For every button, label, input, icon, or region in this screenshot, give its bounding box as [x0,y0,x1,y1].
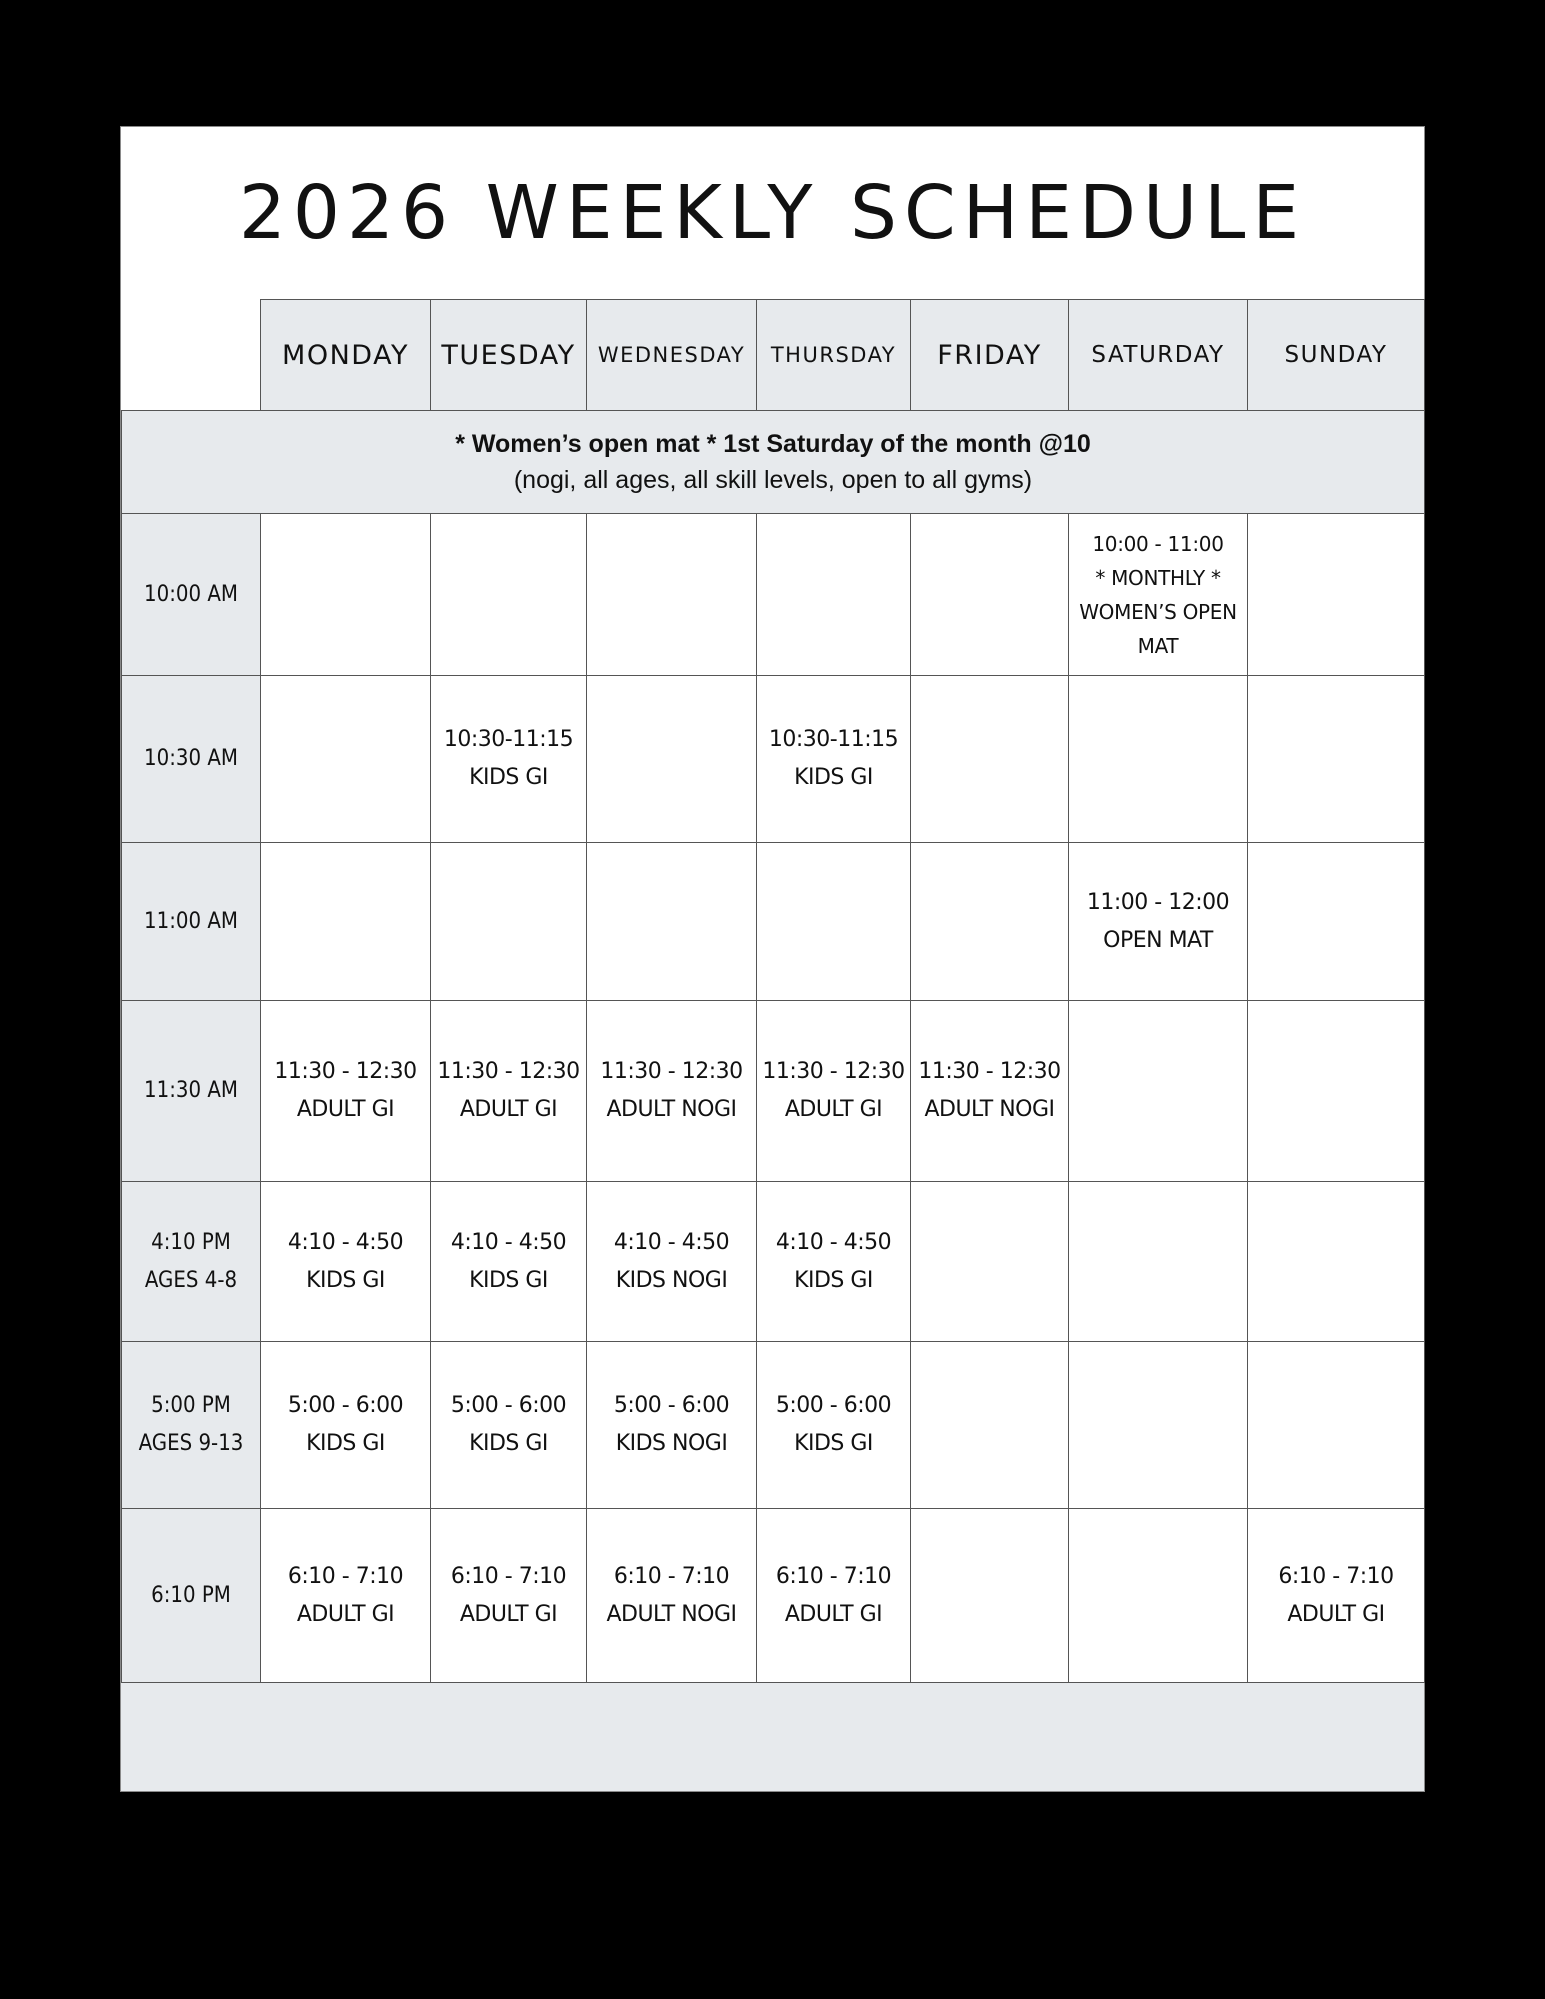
class-time: 11:30 - 12:30 [762,1059,905,1084]
class-cell-monday [261,843,431,1001]
day-header-monday: MONDAY [261,300,431,411]
class-cell-friday [911,1001,1069,1182]
class-cell-thursday [757,1509,911,1683]
class-time: 4:10 - 4:50 [450,1229,567,1255]
class-time: 6:10 - 7:10 [287,1563,404,1589]
schedule-sheet [120,126,1425,1792]
class-cell-thursday [757,843,911,1001]
class-name: ADULT NOGI [606,1097,737,1122]
class-time: 6:10 - 7:10 [775,1563,892,1589]
class-cell-sunday [1248,1509,1425,1683]
class-name: KIDS GI [469,1431,548,1456]
time-slot-label [122,1509,261,1683]
day-header-thursday: THURSDAY [757,300,911,411]
class-name: KIDS GI [306,1267,385,1293]
time-slot-label [122,1342,261,1509]
class-cell-wednesday [587,676,757,843]
class-time: 6:10 - 7:10 [450,1563,567,1589]
class-time: 5:00 - 6:00 [775,1393,892,1418]
class-cell-wednesday [587,1342,757,1509]
class-name: ADULT GI [784,1097,883,1122]
time-slot-time: 11:30 AM [144,1078,238,1103]
time-slot-ages: AGES 9-13 [138,1431,244,1456]
schedule-row [122,1182,1425,1342]
class-time: 11:30 - 12:30 [274,1059,417,1084]
class-time: 11:00 - 12:00 [1086,889,1230,915]
class-cell-monday [261,1001,431,1182]
class-time: 6:10 - 7:10 [1278,1563,1394,1589]
time-slot-time: 10:30 AM [144,746,238,771]
class-name: WOMEN’S OPEN [1079,599,1237,624]
class-name: ADULT NOGI [606,1601,737,1627]
class-cell-monday [261,676,431,843]
class-time: 5:00 - 6:00 [613,1393,730,1418]
time-slot-time: 5:00 PM [151,1393,231,1418]
class-cell-thursday [757,1182,911,1342]
class-time: 11:30 - 12:30 [600,1059,743,1084]
class-cell-saturday [1069,1182,1248,1342]
time-slot-label [122,1001,261,1182]
header-corner [122,300,261,411]
time-slot-time: 4:10 PM [151,1229,231,1255]
class-name: KIDS GI [469,765,548,790]
class-cell-tuesday [431,514,587,676]
schedule-row [122,514,1425,676]
class-cell-sunday [1248,514,1425,676]
class-cell-tuesday [431,843,587,1001]
class-name: ADULT GI [296,1601,395,1627]
time-slot-label [122,514,261,676]
class-name: ADULT GI [459,1097,558,1122]
class-cell-saturday [1069,1342,1248,1509]
class-cell-sunday [1248,843,1425,1001]
class-cell-friday [911,1182,1069,1342]
class-name: ADULT NOGI [924,1097,1055,1122]
class-name: KIDS NOGI [615,1431,728,1456]
class-name: KIDS GI [794,1431,873,1456]
class-time: 11:30 - 12:30 [918,1059,1061,1084]
time-slot-label [122,1182,261,1342]
class-cell-saturday [1069,1001,1248,1182]
notice-headline: * Women’s open mat * 1st Saturday of the month @10 [455,430,1091,458]
day-header-tuesday: TUESDAY [431,300,587,411]
class-cell-friday [911,1342,1069,1509]
class-time: 4:10 - 4:50 [775,1229,892,1255]
class-cell-thursday [757,1342,911,1509]
class-cell-sunday [1248,1342,1425,1509]
class-name: * MONTHLY * [1095,565,1221,590]
class-cell-thursday [757,514,911,676]
class-cell-saturday [1069,1509,1248,1683]
day-header-friday: FRIDAY [911,300,1069,411]
notice-details: (nogi, all ages, all skill levels, open to all gyms) [513,466,1033,494]
class-cell-thursday [757,1001,911,1182]
class-cell-saturday [1069,843,1248,1001]
time-slot-ages: AGES 4-8 [144,1267,238,1293]
class-cell-monday [261,1182,431,1342]
class-cell-friday [911,843,1069,1001]
class-cell-thursday [757,676,911,843]
day-header-wednesday: WEDNESDAY [587,300,757,411]
class-cell-tuesday [431,1182,587,1342]
class-cell-friday [911,676,1069,843]
class-name: KIDS NOGI [615,1267,728,1293]
class-cell-wednesday [587,1182,757,1342]
class-name: ADULT GI [296,1097,395,1122]
schedule-table [121,299,1425,1683]
class-cell-wednesday [587,514,757,676]
day-header-sunday: SUNDAY [1248,300,1425,411]
class-cell-saturday [1069,676,1248,843]
class-cell-tuesday [431,1001,587,1182]
class-name: KIDS GI [794,765,873,790]
time-slot-label [122,676,261,843]
class-time: 5:00 - 6:00 [287,1393,404,1418]
day-header-row [122,300,1425,411]
class-name: KIDS GI [306,1431,385,1456]
time-slot-time: 11:00 AM [144,908,238,934]
class-cell-sunday [1248,1001,1425,1182]
schedule-row [122,843,1425,1001]
class-name: MAT [1137,633,1179,658]
class-name: KIDS GI [794,1267,873,1293]
day-header-saturday: SATURDAY [1069,300,1248,411]
class-cell-wednesday [587,843,757,1001]
class-cell-sunday [1248,1182,1425,1342]
class-cell-friday [911,514,1069,676]
womens-open-mat-notice [122,411,1425,514]
class-name: ADULT GI [459,1601,558,1627]
class-time: 10:30-11:15 [443,727,574,752]
time-slot-label [122,843,261,1001]
class-cell-tuesday [431,1342,587,1509]
class-cell-saturday [1069,514,1248,676]
schedule-row [122,1001,1425,1182]
footer-band [121,1682,1424,1791]
schedule-row [122,676,1425,843]
class-name: OPEN MAT [1103,927,1213,953]
class-time: 11:30 - 12:30 [437,1059,580,1084]
class-name: ADULT GI [1287,1601,1385,1627]
time-slot-time: 6:10 PM [151,1582,231,1608]
class-time: 6:10 - 7:10 [613,1563,730,1589]
class-cell-friday [911,1509,1069,1683]
class-time: 5:00 - 6:00 [450,1393,567,1418]
class-time: 10:30-11:15 [768,727,899,752]
class-cell-monday [261,1509,431,1683]
class-cell-monday [261,514,431,676]
notice-row [122,411,1425,514]
page-title: 2026 WEEKLY SCHEDULE [238,170,1307,256]
schedule-row [122,1509,1425,1683]
class-cell-monday [261,1342,431,1509]
class-cell-tuesday [431,1509,587,1683]
class-cell-wednesday [587,1001,757,1182]
class-time: 10:00 - 11:00 [1092,531,1224,556]
class-cell-sunday [1248,676,1425,843]
schedule-row [122,1342,1425,1509]
class-name: ADULT GI [784,1601,883,1627]
time-slot-time: 10:00 AM [144,581,238,607]
class-cell-tuesday [431,676,587,843]
class-cell-wednesday [587,1509,757,1683]
class-time: 4:10 - 4:50 [613,1229,730,1255]
class-name: KIDS GI [469,1267,548,1293]
class-time: 4:10 - 4:50 [287,1229,404,1255]
